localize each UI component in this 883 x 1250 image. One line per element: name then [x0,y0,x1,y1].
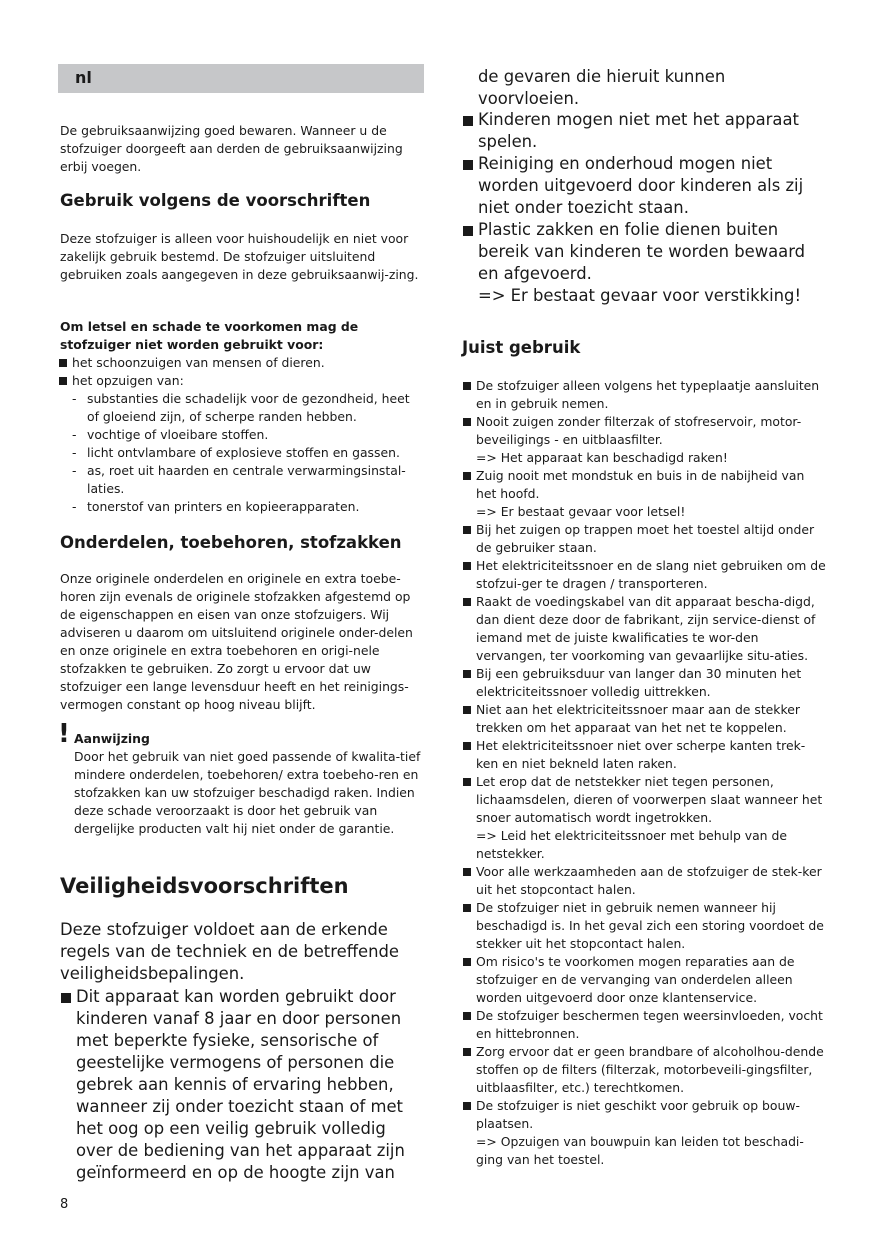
warning-sublist [58,390,422,516]
warning-heading: Om letsel en schade te voorkomen mag de stofzuiger niet worden gebruikt voor: [60,319,359,352]
safety-intro: Deze stofzuiger voldoet aan de erkende regels van de techniek en de betreffende veiligheidsbepalingen. [60,920,399,983]
list-item: het opzuigen van: [58,372,422,390]
list-item [462,467,826,521]
parts-text: Onze originele onderdelen en originele en extra toebe-horen zijn evenals de originele stofzakken afgestemd op de eigenschappen en eisen van onze stofzuigers. Wij adviseren u daarom om uitsluitend originele onder-delen en onze originele en extra toebehoren en origi-nele stofzakken te gebruiken. Zo zorgt u ervoor dat uw stofzuiger een lange levensduur heeft en het reinigings-vermogen constant op hoog niveau blijft. [60,571,413,712]
list-item: Reiniging en onderhoud mogen niet worden uitgevoerd door kinderen als zij niet onder toezicht staan. [462,153,826,219]
section-title-intended-use: Gebruik volgens de voorschriften [60,191,371,210]
list-item: Voor alle werkzaamheden aan de stofzuiger de stek-ker uit het stopcontact halen. [462,863,826,899]
list-item: Niet aan het elektriciteitssnoer maar aan de stekker trekken om het apparaat van het net te koppelen. [462,701,826,737]
list-item: - tonerstof van printers en kopieerapparaten. [72,498,422,516]
warning-list [58,354,422,516]
list-item: Zorg ervoor dat er geen brandbare of alcoholhou-dende stoffen op de filters (filterzak, motorbeveili-gingsfilter, uitblaasfilter, etc.) terechtkomen. [462,1043,826,1097]
section-title-parts: Onderdelen, toebehoren, stofzakken [60,533,402,552]
list-item: Bij het zuigen op trappen moet het toestel altijd onder de gebruiker staan. [462,521,826,557]
list-item: Raakt de voedingskabel van dit apparaat bescha-digd, dan dient deze door de fabrikant, zijn service-dienst of iemand met de juiste kwalificaties te wor-den vervangen, ter voorkoming van gevaarlijke situ-aties. [462,593,826,665]
list-item: De stofzuiger beschermen tegen weersinvloeden, vocht en hittebronnen. [462,1007,826,1043]
exclamation-icon: ! [58,719,70,749]
note-block [58,719,424,838]
list-item [462,219,826,307]
list-item: Het elektriciteitssnoer en de slang niet gebruiken om de stofzui-ger te dragen / transporteren. [462,557,826,593]
list-item: De stofzuiger niet in gebruik nemen wanneer hij beschadigd is. In het geval zich een storing voordoet de stekker uit het stopcontact halen. [462,899,826,953]
correct-use-list [462,377,826,1169]
list-item: Om risico's te voorkomen mogen reparaties aan de stofzuiger en de vervanging van onderdelen alleen worden uitgevoerd door onze klantenservice. [462,953,826,1007]
list-item-text: Zuig nooit met mondstuk en buis in de nabijheid van het hoofd. [476,468,805,501]
list-item-text: Let erop dat de netstekker niet tegen personen, lichaamsdelen, dieren of voorwerpen slaat wanneer het snoer automatisch wordt ingetrokken. [476,774,823,825]
list-item [462,773,826,863]
list-item: Het elektriciteitssnoer niet over scherpe kanten trek-ken en niet bekneld laten raken. [462,737,826,773]
safety-list-continued [462,109,826,307]
list-item-text: Nooit zuigen zonder filterzak of stofreservoir, motor-beveiligings - en uitblaasfilter. [476,414,802,447]
list-item: het schoonzuigen van mensen of dieren. [58,354,422,372]
list-item: Dit apparaat kan worden gebruikt door kinderen vanaf 8 jaar en door personen met beperkte fysieke, sensorische of geestelijke vermogens of personen die gebrek aan kennis of ervaring hebben, wanneer zij onder toezicht staan of met het oog op een veilig gebruik volledig over de bediening van het apparaat zijn geïnformeerd en op de hoogte zijn van [60,986,424,1184]
list-item-note: => Het apparaat kan beschadigd raken! [476,450,728,465]
section-title-correct-use: Juist gebruik [462,338,581,357]
list-item-note: => Opzuigen van bouwpuin kan leiden tot beschadi-ging van het toestel. [476,1134,804,1167]
list-item: Bij een gebruiksduur van langer dan 30 minuten het elektriciteitssnoer volledig uittrekken. [462,665,826,701]
safety-continuation: de gevaren die hieruit kunnen voorvloeien. [478,67,726,108]
language-code: nl [75,68,92,87]
list-item: Kinderen mogen niet met het apparaat spelen. [462,109,826,153]
list-item [462,413,826,467]
intended-use-text: Deze stofzuiger is alleen voor huishoudelijk en niet voor zakelijk gebruik bestemd. De stofzuiger uitsluitend gebruiken zoals aangegeven in deze gebruiksaanwij-zing. [60,231,419,282]
list-item: De stofzuiger alleen volgens het typeplaatje aansluiten en in gebruik nemen. [462,377,826,413]
list-item: - vochtige of vloeibare stoffen. [72,426,422,444]
list-item: - licht ontvlambare of explosieve stoffen en gassen. [72,444,422,462]
intro-text: De gebruiksaanwijzing goed bewaren. Wanneer u de stofzuiger doorgeeft aan derden de gebruiksaanwijzing erbij voegen. [60,123,403,174]
page-number: 8 [60,1197,69,1212]
list-item-text: De stofzuiger is niet geschikt voor gebruik op bouw-plaatsen. [476,1098,800,1131]
list-item-note: => Leid het elektriciteitssnoer met behulp van de netstekker. [476,828,787,861]
safety-list [60,986,424,1184]
list-item: - as, roet uit haarden en centrale verwarmingsinstal-laties. [72,462,422,498]
section-title-safety: Veiligheidsvoorschriften [60,874,349,898]
list-item-note: => Er bestaat gevaar voor verstikking! [478,286,802,305]
note-title: Aanwijzing [74,731,150,746]
list-item-text: Plastic zakken en folie dienen buiten bereik van kinderen te worden bewaard en afgevoerd. [478,220,806,283]
list-item-note: => Er bestaat gevaar voor letsel! [476,504,686,519]
note-text: Door het gebruik van niet goed passende of kwalita-tief mindere onderdelen, toebehoren/ extra toebeho-ren en stofzakken kan uw stofzuiger beschadigd raken. Indien deze schade veroorzaakt is door het gebruik van dergelijke producten valt hij niet onder de garantie. [74,749,421,836]
language-header-bar [58,64,424,93]
list-item [462,1097,826,1169]
list-item: - substanties die schadelijk voor de gezondheid, heet of gloeiend zijn, of scherpe randen hebben. [72,390,422,426]
